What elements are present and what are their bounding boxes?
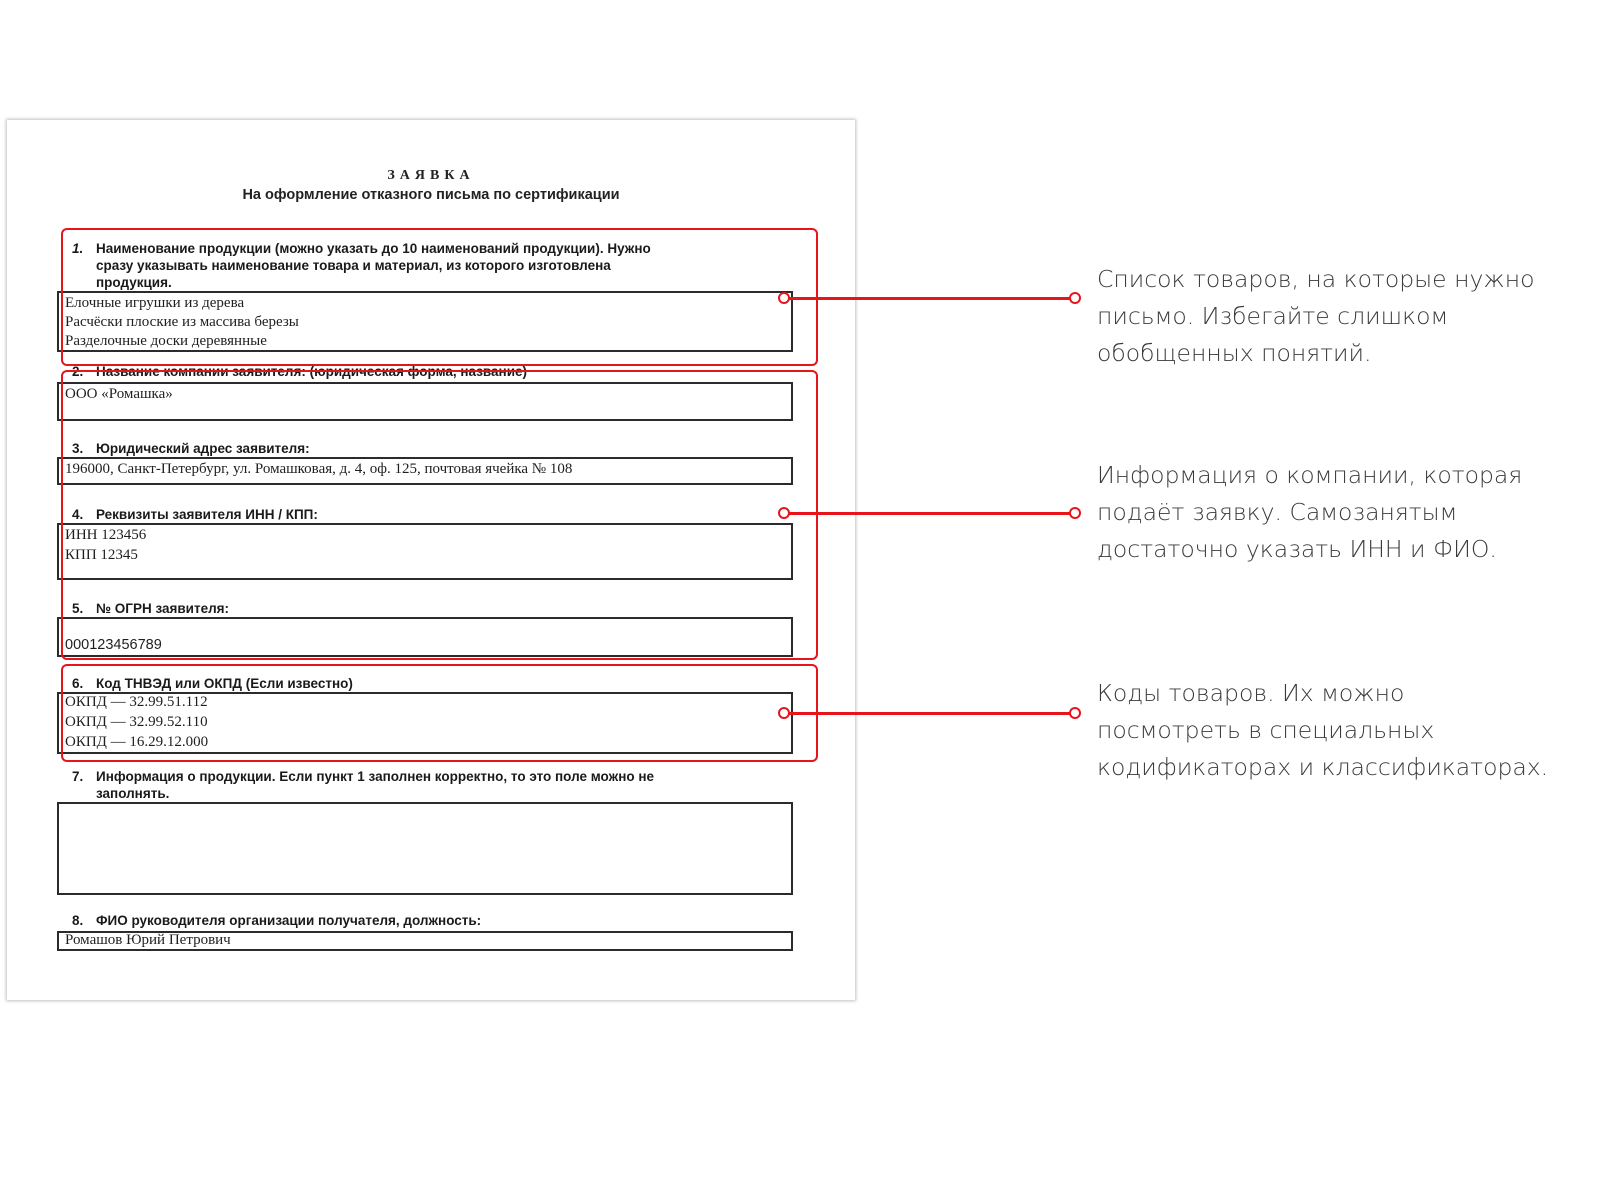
- section-8-label: [72, 912, 762, 929]
- callout-dot-end-codes: [1069, 707, 1081, 719]
- annotation-company-info-line-2: подаёт заявку. Самозанятым: [1097, 498, 1458, 526]
- callout-dot-start-codes: [778, 707, 790, 719]
- section-4-number: 4.: [72, 507, 84, 522]
- section-2-number: 2.: [72, 364, 84, 379]
- callout-line-codes: [786, 712, 1076, 715]
- annotation-products-line-2: письмо. Избегайте слишком: [1097, 302, 1449, 330]
- annotation-codes: [1097, 675, 1567, 786]
- annotation-company-info: [1097, 457, 1567, 568]
- callout-dot-end-company-info: [1069, 507, 1081, 519]
- highlight-frame-products: [61, 228, 818, 366]
- section-6-value-3: ОКПД — 16.29.12.000: [65, 734, 209, 750]
- section-7-label-line-1: Информация о продукции. Если пункт 1 заполнен корректно, то это поле можно не: [96, 769, 655, 784]
- annotation-company-info-line-1: Информация о компании, которая: [1097, 461, 1523, 489]
- section-6-number: 6.: [72, 676, 84, 691]
- section-8-value: Ромашов Юрий Петрович: [65, 932, 231, 948]
- section-6-value-1: ОКПД — 32.99.51.112: [65, 694, 208, 710]
- section-4-value-2: КПП 12345: [65, 547, 138, 563]
- form-title: ЗАЯВКА: [387, 168, 475, 183]
- section-4-value-1: ИНН 123456: [65, 527, 147, 543]
- section-7-label: [72, 768, 762, 802]
- section-7-number: 7.: [72, 769, 84, 784]
- section-3-label-text: Юридический адрес заявителя:: [96, 441, 310, 456]
- section-8-number: 8.: [72, 913, 84, 928]
- annotation-codes-line-1: Коды товаров. Их можно: [1097, 679, 1405, 707]
- annotation-products: [1097, 261, 1567, 372]
- section-1-label-line-3: продукция.: [96, 275, 172, 290]
- section-2-value: ООО «Ромашка»: [65, 386, 173, 402]
- section-6-value-2: ОКПД — 32.99.52.110: [65, 714, 208, 730]
- callout-dot-start-products: [778, 292, 790, 304]
- section-4-label-text: Реквизиты заявителя ИНН / КПП:: [96, 507, 318, 522]
- section-1-value-1: Елочные игрушки из дерева: [65, 295, 245, 311]
- callout-line-products: [786, 297, 1076, 300]
- section-5-label-text: № ОГРН заявителя:: [96, 601, 230, 616]
- annotation-products-line-3: обобщенных понятий.: [1097, 339, 1372, 367]
- annotation-codes-line-3: кодификаторах и классификаторах.: [1097, 753, 1549, 781]
- section-1-label-line-2: сразу указывать наименование товара и материал, из которого изготовлена: [96, 258, 611, 273]
- section-1-number: 1.: [72, 241, 84, 256]
- section-6-label-text: Код ТНВЭД или ОКПД (Если известно): [96, 676, 353, 691]
- callout-line-company-info: [786, 512, 1076, 515]
- section-1-label-line-1: Наименование продукции (можно указать до 10 наименований продукции). Нужно: [96, 241, 651, 256]
- annotation-products-line-1: Список товаров, на которые нужно: [1097, 265, 1535, 293]
- section-7-label-line-2: заполнять.: [96, 786, 170, 801]
- annotation-company-info-line-3: достаточно указать ИНН и ФИО.: [1097, 535, 1497, 563]
- section-5-number: 5.: [72, 601, 84, 616]
- highlight-frame-codes: [61, 664, 818, 762]
- section-3-number: 3.: [72, 441, 84, 456]
- section-2-label-text: Название компании заявителя: (юридическая форма, название): [96, 364, 528, 379]
- section-1-value-2: Расчёски плоские из массива березы: [65, 314, 299, 330]
- section-3-value: 196000, Санкт-Петербург, ул. Ромашковая, д. 4, оф. 125, почтовая ячейка № 108: [65, 461, 573, 477]
- callout-dot-start-company-info: [778, 507, 790, 519]
- highlight-frame-company-info: [61, 370, 818, 660]
- callout-dot-end-products: [1069, 292, 1081, 304]
- section-5-value: 000123456789: [65, 637, 162, 653]
- section-8-label-text: ФИО руководителя организации получателя, должность:: [96, 913, 482, 928]
- section-7-field[interactable]: [57, 802, 793, 895]
- form-subtitle: На оформление отказного письма по сертификации: [242, 187, 620, 203]
- section-1-value-3: Разделочные доски деревянные: [65, 333, 267, 349]
- annotation-codes-line-2: посмотреть в специальных: [1097, 716, 1435, 744]
